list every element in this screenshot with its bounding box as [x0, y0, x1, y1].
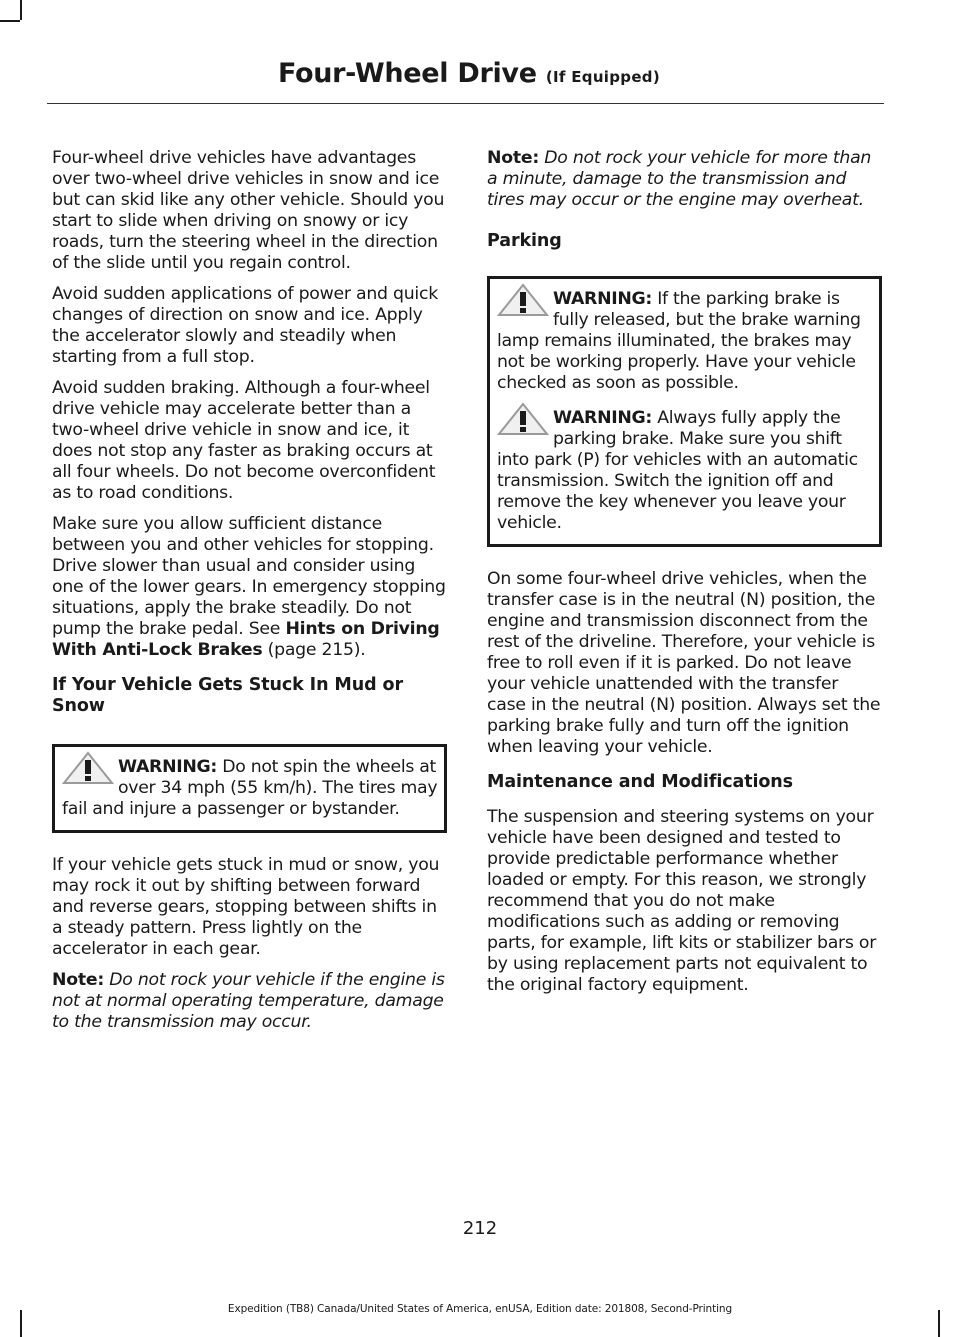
- chapter-subtitle: (If Equipped): [545, 68, 660, 86]
- page-reference: (page 215).: [262, 640, 366, 660]
- warning-triangle-icon: [497, 402, 549, 436]
- heading-stuck-in-mud: If Your Vehicle Gets Stuck In Mud or Snow: [52, 675, 403, 716]
- warning-label: WARNING:: [553, 408, 653, 428]
- warning-label: WARNING:: [118, 757, 218, 777]
- warning-triangle-icon: [62, 751, 114, 785]
- note-text: Do not rock your vehicle for more than a minute, damage to the transmission and tires may occur or the engine may overheat.: [487, 148, 872, 210]
- warning-wheel-spin: [62, 757, 438, 820]
- page-header-title: [278, 58, 660, 89]
- warning-triangle-icon: [497, 283, 549, 317]
- note-label: Note:: [487, 148, 539, 168]
- paragraph-sudden-braking: Avoid sudden braking. Although a four-wheel drive vehicle may accelerate better than a two-wheel drive vehicle in snow and ice, it does not stop any faster as braking occurs at all four wheels. Do not become overconfident as to road conditions.: [52, 378, 436, 503]
- header-rule: [47, 103, 884, 104]
- footer-edition: Expedition (TB8) Canada/United States of America, enUSA, Edition date: 201808, Second-Printing: [227, 1303, 733, 1315]
- warning-apply-parking-brake: [497, 408, 873, 534]
- heading-maintenance: Maintenance and Modifications: [487, 772, 793, 792]
- paragraph-stopping-distance: [52, 514, 447, 661]
- warning-box-parking: [487, 276, 882, 547]
- antilock-brakes-link[interactable]: Hints on Driving With Anti-Lock Brakes: [52, 619, 440, 660]
- warning-text: Do not spin the wheels at over 34 mph (55 km/h). The tires may fail and injure a passenger or bystander.: [62, 757, 438, 819]
- note-label: Note:: [52, 970, 104, 990]
- chapter-title: Four-Wheel Drive: [277, 58, 537, 89]
- warning-box-wheel-spin: [52, 744, 447, 833]
- crop-mark-top-left-horizontal: [0, 20, 20, 22]
- paragraph-transfer-case-neutral: On some four-wheel drive vehicles, when the transfer case is in the neutral (N) position, the engine and transmission disconnect from the rest of the driveline. Therefore, your vehicle is free to roll even if it is parked. Do not leave your vehicle unattended with the transfer case in the neutral (N) position. Always set the parking brake fully and turn off the ignition when leaving your vehicle.: [487, 569, 881, 757]
- crop-mark-top-left-vertical: [20, 0, 22, 20]
- note-engine-temperature: [52, 970, 447, 1033]
- paragraph-suspension: The suspension and steering systems on your vehicle have been designed and tested to provide predictable performance whether loaded or empty. For this reason, we strongly recommend that you do not make modifications such as adding or removing parts, for example, lift kits or stabilizer bars or by using replacement parts not equivalent to the original factory equipment.: [487, 807, 877, 995]
- paragraph-rocking: If your vehicle gets stuck in mud or snow, you may rock it out by shifting between forward and reverse gears, stopping between shifts in a steady pattern. Press lightly on the accelerator in each gear.: [52, 855, 440, 959]
- note-rocking-duration: [487, 148, 882, 211]
- paragraph-sudden-power: Avoid sudden applications of power and quick changes of direction on snow and ice. Apply the accelerator slowly and steadily when starting from a full stop.: [52, 284, 438, 367]
- paragraph-4wd-advantages: Four-wheel drive vehicles have advantages over two-wheel drive vehicles in snow and ice but can skid like any other vehicle. Should you start to slide when driving on snowy or icy roads, turn the steering wheel in the direction of the slide until you regain control.: [52, 148, 445, 273]
- warning-parking-brake-lamp: [497, 289, 873, 394]
- left-column: [52, 148, 447, 1043]
- note-text: Do not rock your vehicle if the engine is not at normal operating temperature, damage to the transmission may occur.: [52, 970, 445, 1032]
- page-number: 212: [462, 1218, 498, 1239]
- heading-parking: Parking: [487, 231, 562, 251]
- warning-text: Always fully apply the parking brake. Make sure you shift into park (P) for vehicles with an automatic transmission. Switch the ignition off and remove the key whenever you leave your vehicle.: [497, 408, 858, 533]
- warning-label: WARNING:: [553, 289, 653, 309]
- right-column: [487, 148, 882, 1006]
- warning-text: If the parking brake is fully released, but the brake warning lamp remains illuminated, the brakes may not be working properly. Have your vehicle checked as soon as possible.: [497, 289, 861, 393]
- stopping-distance-text: Make sure you allow sufficient distance between you and other vehicles for stopping. Drive slower than usual and consider using one of the lower gears. In emergency stopping situations, apply the brake steadily. Do not pump the brake pedal. See: [52, 514, 446, 639]
